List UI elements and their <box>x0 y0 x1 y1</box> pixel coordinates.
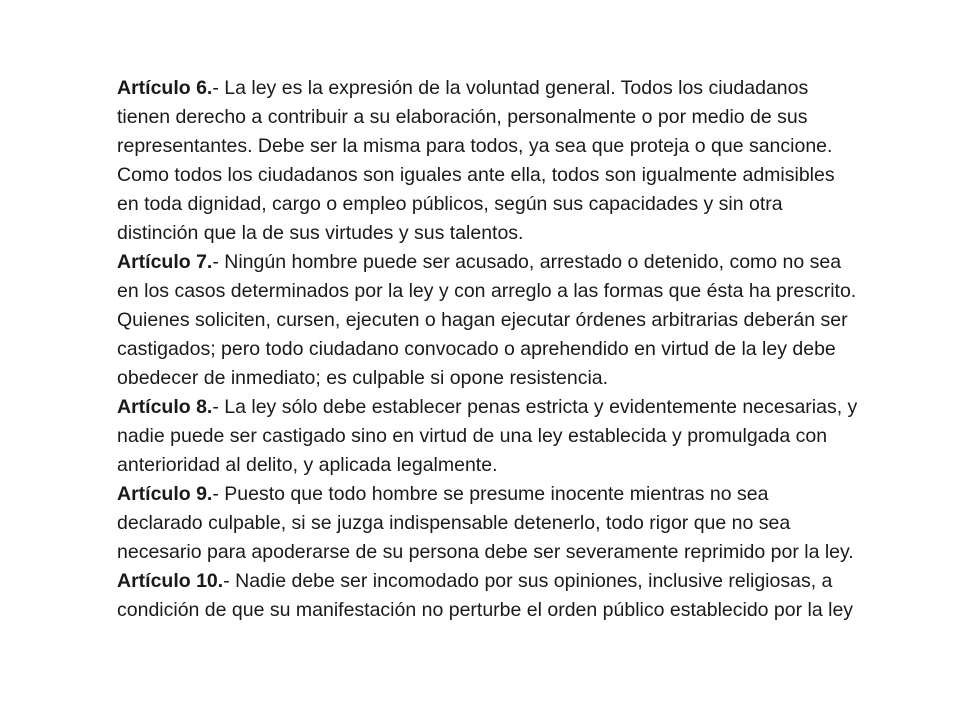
article-10 <box>117 567 859 625</box>
article-8-heading: Artículo 8. <box>117 396 213 418</box>
article-9-body: - Puesto que todo hombre se presume inocente mientras no sea declarado culpable, si se juzga indispensable detenerlo, todo rigor que no sea necesario para apoderarse de su persona debe ser severamente reprimido por la ley. <box>117 483 854 563</box>
article-6-heading: Artículo 6. <box>117 77 213 99</box>
article-6-body: - La ley es la expresión de la voluntad general. Todos los ciudadanos tienen derecho a contribuir a su elaboración, personalmente o por medio de sus representantes. Debe ser la misma para todos, ya sea que proteja o que sancione. Como todos los ciudadanos son iguales ante ella, todos son igualmente admisibles en toda dignidad, cargo o empleo públicos, según sus capacidades y sin otra distinción que la de sus virtudes y sus talentos. <box>117 77 835 244</box>
article-7-heading: Artículo 7. <box>117 251 213 273</box>
articles-text-block <box>117 74 859 625</box>
article-9 <box>117 480 859 567</box>
article-9-heading: Artículo 9. <box>117 483 213 505</box>
article-6 <box>117 74 859 248</box>
article-8 <box>117 393 859 480</box>
article-7 <box>117 248 859 393</box>
article-10-body: - Nadie debe ser incomodado por sus opiniones, inclusive religiosas, a condición de que su manifestación no perturbe el orden público establecido por la ley <box>117 570 854 621</box>
article-10-heading: Artículo 10. <box>117 570 224 592</box>
article-7-body: - Ningún hombre puede ser acusado, arrestado o detenido, como no sea en los casos determinados por la ley y con arreglo a las formas que ésta ha prescrito. Quienes soliciten, cursen, ejecuten o hagan ejecutar órdenes arbitrarias deberán ser castigados; pero todo ciudadano convocado o aprehendido en virtud de la ley debe obedecer de inmediato; es culpable si opone resistencia. <box>117 251 857 389</box>
article-8-body: - La ley sólo debe establecer penas estricta y evidentemente necesarias, y nadie puede ser castigado sino en virtud de una ley establecida y promulgada con anterioridad al delito, y aplicada legalmente. <box>117 396 858 476</box>
